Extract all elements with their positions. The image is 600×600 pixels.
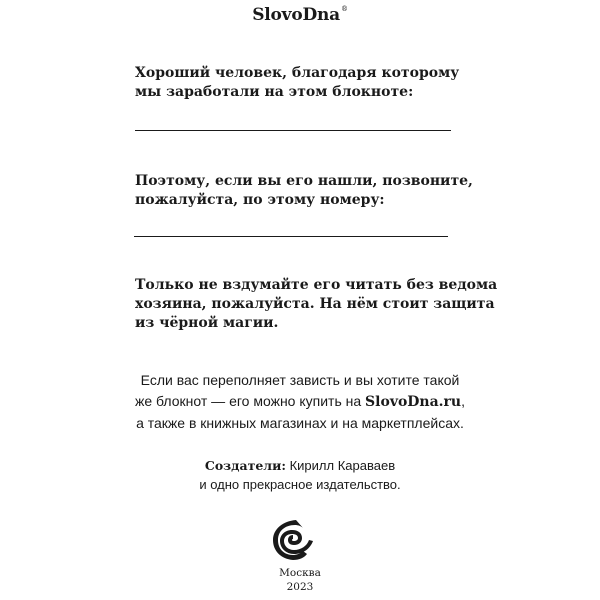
imprint-year: 2023 xyxy=(286,581,314,593)
promo-line-1: Если вас переполняет зависть и вы хотите такой xyxy=(140,372,460,388)
brand-logo-title xyxy=(0,5,600,25)
creators-label: Создатели: xyxy=(204,458,286,473)
creators-line-2: и одно прекрасное издательство. xyxy=(199,477,401,492)
promo-line-3: а также в книжных магазинах и на маркетплейсах. xyxy=(136,415,464,431)
warning-text xyxy=(135,276,497,333)
creators-credit xyxy=(0,456,600,494)
warning-line-3: из чёрной магии. xyxy=(135,315,279,331)
promo-line-2-suffix: , xyxy=(461,393,465,409)
phone-fill-line[interactable] xyxy=(134,236,448,237)
good-person-prompt xyxy=(135,64,459,102)
brand-name: SlovoDna xyxy=(252,5,340,25)
phone-prompt-line-1: Поэтому, если вы его нашли, позвоните, xyxy=(135,173,473,189)
phone-prompt xyxy=(135,172,473,210)
creators-name: Кирилл Караваев xyxy=(285,458,396,473)
creators-line-1 xyxy=(0,456,600,475)
phone-prompt-line-2: пожалуйста, по этому номеру: xyxy=(135,192,385,208)
promo-line-2 xyxy=(0,391,600,413)
imprint-city: Москва xyxy=(279,567,321,579)
warning-line-2: хозяина, пожалуйста. На нём стоит защита xyxy=(135,296,495,312)
publisher-imprint xyxy=(0,566,600,594)
site-link[interactable]: SlovoDna.ru xyxy=(365,394,462,410)
promo-text xyxy=(0,370,600,434)
registered-mark: ® xyxy=(341,5,348,13)
promo-line-2-prefix: же блокнот — его можно купить на xyxy=(135,393,366,409)
good-person-line-1: Хороший человек, благодаря которому xyxy=(135,65,460,81)
eksmo-logo-icon xyxy=(267,518,317,562)
name-fill-line[interactable] xyxy=(135,130,451,131)
warning-line-1: Только не вздумайте его читать без ведома xyxy=(135,277,498,293)
good-person-line-2: мы заработали на этом блокноте: xyxy=(135,84,414,100)
